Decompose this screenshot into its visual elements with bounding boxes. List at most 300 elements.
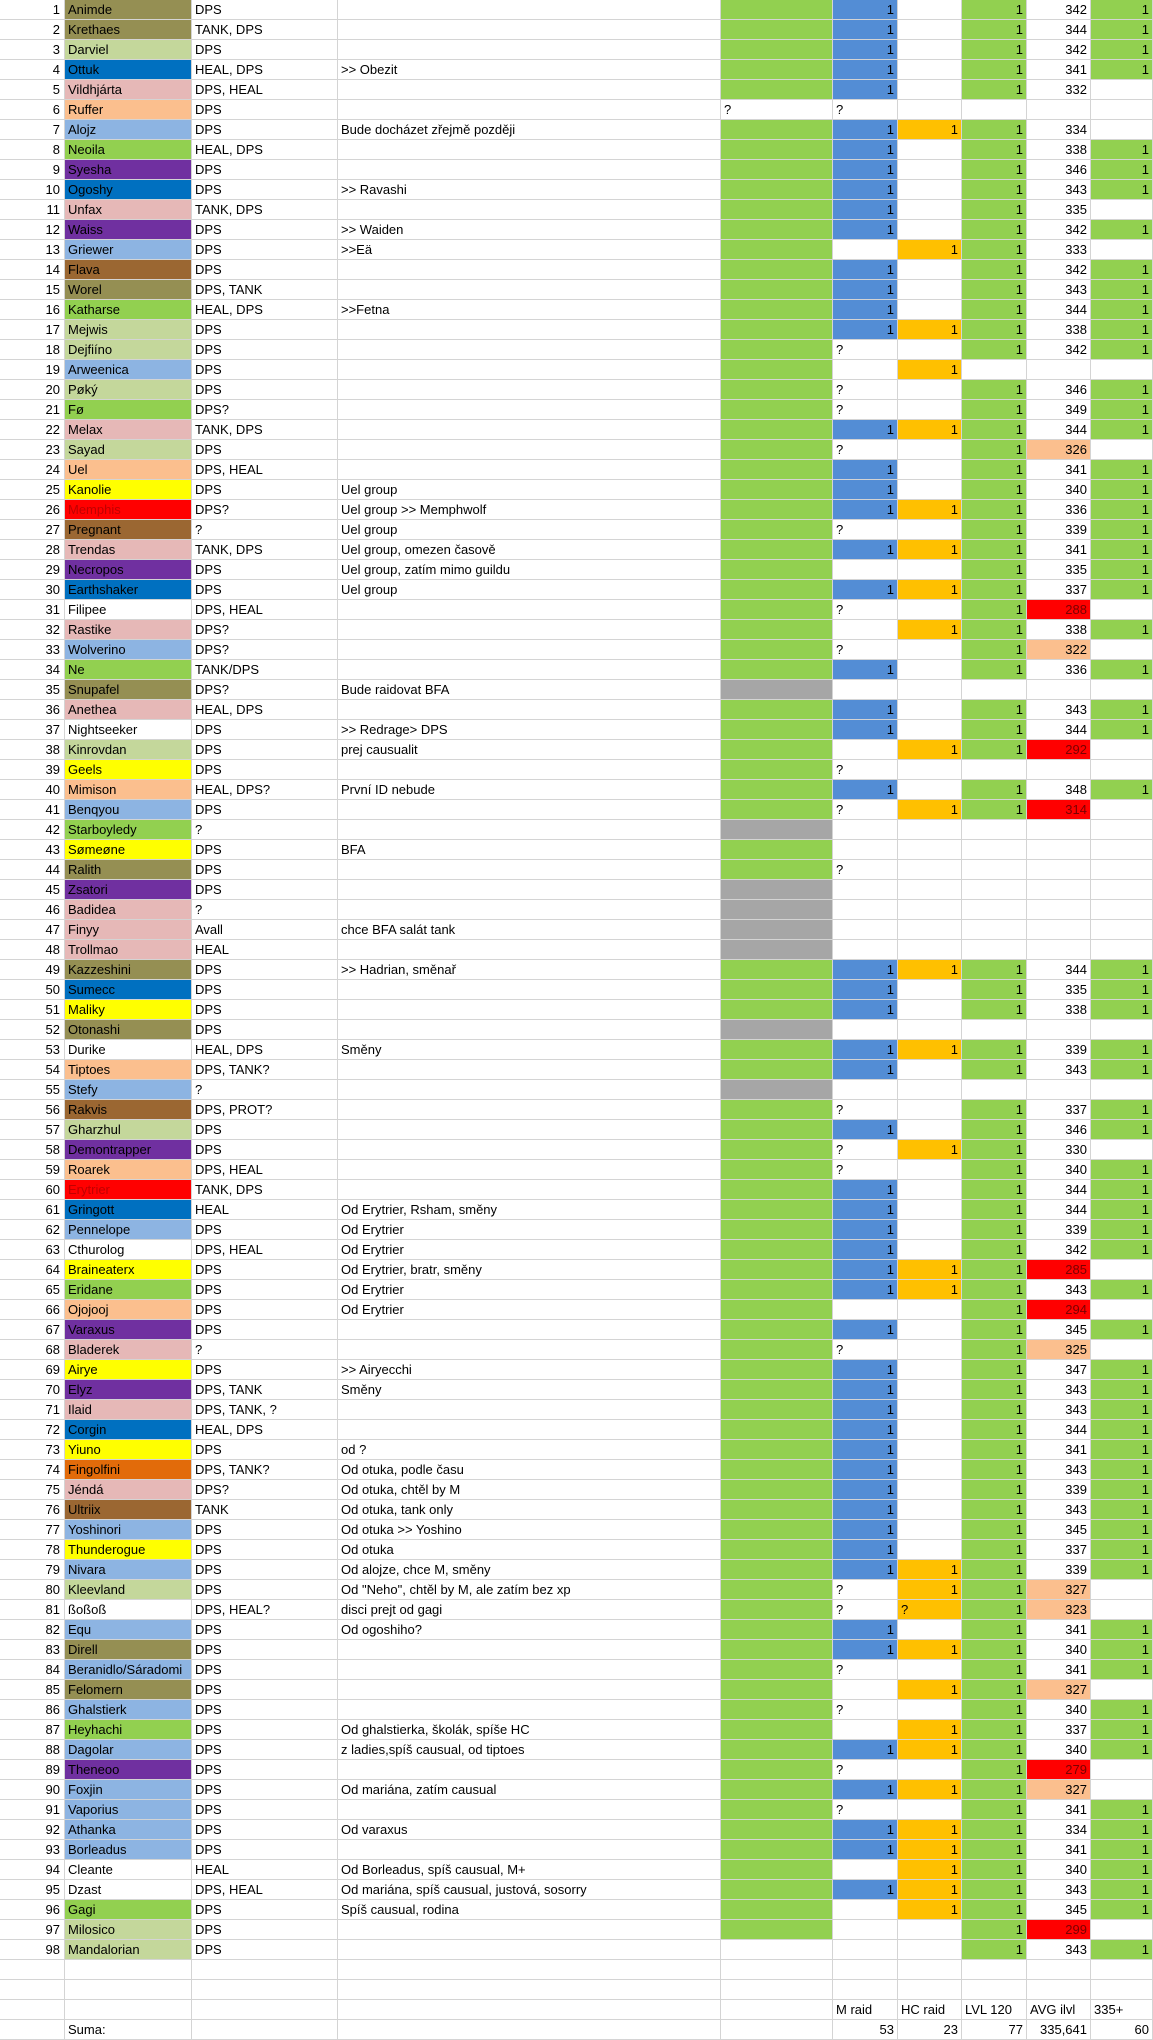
role-cell[interactable]: DPS [192, 340, 338, 360]
row-number[interactable]: 3 [0, 40, 65, 60]
lvl120-cell[interactable]: 1 [962, 1800, 1027, 1820]
note-cell[interactable] [338, 1640, 721, 1660]
guild-status-cell[interactable] [721, 1320, 833, 1340]
role-cell[interactable]: DPS, HEAL [192, 80, 338, 100]
plus335-cell[interactable]: 1 [1091, 660, 1153, 680]
guild-status-cell[interactable] [721, 220, 833, 240]
cell[interactable] [192, 1980, 338, 2000]
avg-ilvl-cell[interactable]: 343 [1027, 180, 1091, 200]
hcraid-cell[interactable] [898, 1440, 962, 1460]
note-cell[interactable]: Směny [338, 1040, 721, 1060]
note-cell[interactable]: >> Obezit [338, 60, 721, 80]
guild-status-cell[interactable] [721, 1260, 833, 1280]
lvl120-cell[interactable]: 1 [962, 1740, 1027, 1760]
row-number[interactable]: 68 [0, 1340, 65, 1360]
plus335-cell[interactable]: 1 [1091, 480, 1153, 500]
note-cell[interactable] [338, 1400, 721, 1420]
character-name-cell[interactable]: Sumecc [65, 980, 192, 1000]
role-cell[interactable]: DPS, TANK, ? [192, 1400, 338, 1420]
character-name-cell[interactable]: Rastike [65, 620, 192, 640]
row-number[interactable]: 71 [0, 1400, 65, 1420]
note-cell[interactable]: Od otuka, podle času [338, 1460, 721, 1480]
character-name-cell[interactable]: Cleante [65, 1860, 192, 1880]
note-cell[interactable]: Od Erytrier [338, 1280, 721, 1300]
mraid-cell[interactable]: 1 [833, 1400, 898, 1420]
role-cell[interactable]: DPS? [192, 640, 338, 660]
role-cell[interactable]: HEAL, DPS [192, 1040, 338, 1060]
hcraid-cell[interactable] [898, 180, 962, 200]
hcraid-cell[interactable] [898, 760, 962, 780]
mraid-cell[interactable] [833, 920, 898, 940]
role-cell[interactable]: TANK, DPS [192, 420, 338, 440]
plus335-cell[interactable] [1091, 1080, 1153, 1100]
character-name-cell[interactable]: Yoshinori [65, 1520, 192, 1540]
plus335-cell[interactable] [1091, 640, 1153, 660]
hcraid-cell[interactable] [898, 80, 962, 100]
note-cell[interactable]: Uel group [338, 580, 721, 600]
guild-status-cell[interactable] [721, 1600, 833, 1620]
avg-ilvl-cell[interactable]: 344 [1027, 300, 1091, 320]
hcraid-cell[interactable] [898, 1200, 962, 1220]
avg-ilvl-cell[interactable]: 323 [1027, 1600, 1091, 1620]
character-name-cell[interactable]: Uel [65, 460, 192, 480]
character-name-cell[interactable]: Waiss [65, 220, 192, 240]
mraid-cell[interactable]: 1 [833, 1320, 898, 1340]
note-cell[interactable] [338, 1680, 721, 1700]
row-number[interactable]: 53 [0, 1040, 65, 1060]
avg-ilvl-cell[interactable]: 344 [1027, 20, 1091, 40]
lvl120-cell[interactable]: 1 [962, 1100, 1027, 1120]
character-name-cell[interactable]: Ghalstierk [65, 1700, 192, 1720]
note-cell[interactable] [338, 320, 721, 340]
note-cell[interactable]: BFA [338, 840, 721, 860]
lvl120-cell[interactable]: 1 [962, 660, 1027, 680]
lvl120-cell[interactable]: 1 [962, 1300, 1027, 1320]
avg-ilvl-cell[interactable]: 342 [1027, 260, 1091, 280]
avg-ilvl-cell[interactable] [1027, 760, 1091, 780]
role-cell[interactable]: DPS [192, 1760, 338, 1780]
lvl120-cell[interactable]: 1 [962, 1420, 1027, 1440]
plus335-cell[interactable] [1091, 200, 1153, 220]
sum-mraid[interactable]: 53 [833, 2020, 898, 2040]
row-number[interactable]: 29 [0, 560, 65, 580]
mraid-cell[interactable]: 1 [833, 700, 898, 720]
guild-status-cell[interactable] [721, 1800, 833, 1820]
cell[interactable] [1091, 1960, 1153, 1980]
hcraid-cell[interactable] [898, 1420, 962, 1440]
row-number[interactable]: 23 [0, 440, 65, 460]
hcraid-cell[interactable] [898, 20, 962, 40]
role-cell[interactable]: HEAL [192, 1860, 338, 1880]
avg-ilvl-cell[interactable]: 279 [1027, 1760, 1091, 1780]
plus335-cell[interactable]: 1 [1091, 1420, 1153, 1440]
character-name-cell[interactable]: Pennelope [65, 1220, 192, 1240]
hcraid-cell[interactable] [898, 720, 962, 740]
row-number[interactable]: 81 [0, 1600, 65, 1620]
cell[interactable] [65, 1960, 192, 1980]
hcraid-cell[interactable] [898, 40, 962, 60]
note-cell[interactable] [338, 1760, 721, 1780]
role-cell[interactable]: DPS [192, 1260, 338, 1280]
header-mraid[interactable]: M raid [833, 2000, 898, 2020]
guild-status-cell[interactable] [721, 1660, 833, 1680]
hcraid-cell[interactable] [898, 1800, 962, 1820]
character-name-cell[interactable]: Gringott [65, 1200, 192, 1220]
note-cell[interactable]: Od ogoshiho? [338, 1620, 721, 1640]
row-number[interactable]: 75 [0, 1480, 65, 1500]
lvl120-cell[interactable]: 1 [962, 1940, 1027, 1960]
character-name-cell[interactable]: Ogoshy [65, 180, 192, 200]
plus335-cell[interactable] [1091, 880, 1153, 900]
character-name-cell[interactable]: Trendas [65, 540, 192, 560]
note-cell[interactable]: Uel group, zatím mimo guildu [338, 560, 721, 580]
note-cell[interactable] [338, 140, 721, 160]
hcraid-cell[interactable] [898, 1340, 962, 1360]
character-name-cell[interactable]: Pregnant [65, 520, 192, 540]
guild-status-cell[interactable] [721, 740, 833, 760]
role-cell[interactable]: HEAL [192, 940, 338, 960]
note-cell[interactable] [338, 1940, 721, 1960]
plus335-cell[interactable]: 1 [1091, 580, 1153, 600]
avg-ilvl-cell[interactable]: 340 [1027, 1860, 1091, 1880]
row-number[interactable]: 32 [0, 620, 65, 640]
plus335-cell[interactable]: 1 [1091, 1320, 1153, 1340]
row-number[interactable]: 55 [0, 1080, 65, 1100]
note-cell[interactable] [338, 880, 721, 900]
hcraid-cell[interactable] [898, 940, 962, 960]
character-name-cell[interactable]: Ultriix [65, 1500, 192, 1520]
hcraid-cell[interactable]: 1 [898, 1280, 962, 1300]
character-name-cell[interactable]: Nivara [65, 1560, 192, 1580]
note-cell[interactable]: Uel group [338, 480, 721, 500]
hcraid-cell[interactable] [898, 1080, 962, 1100]
role-cell[interactable]: DPS [192, 360, 338, 380]
lvl120-cell[interactable]: 1 [962, 700, 1027, 720]
guild-status-cell[interactable] [721, 1160, 833, 1180]
guild-status-cell[interactable] [721, 1520, 833, 1540]
avg-ilvl-cell[interactable]: 341 [1027, 1660, 1091, 1680]
role-cell[interactable]: DPS [192, 440, 338, 460]
role-cell[interactable]: DPS? [192, 500, 338, 520]
hcraid-cell[interactable] [898, 1060, 962, 1080]
note-cell[interactable]: >> Ravashi [338, 180, 721, 200]
note-cell[interactable]: prej causualit [338, 740, 721, 760]
plus335-cell[interactable] [1091, 1340, 1153, 1360]
mraid-cell[interactable]: ? [833, 1800, 898, 1820]
lvl120-cell[interactable]: 1 [962, 1680, 1027, 1700]
lvl120-cell[interactable]: 1 [962, 540, 1027, 560]
note-cell[interactable]: Směny [338, 1380, 721, 1400]
hcraid-cell[interactable]: 1 [898, 540, 962, 560]
lvl120-cell[interactable]: 1 [962, 1140, 1027, 1160]
note-cell[interactable] [338, 700, 721, 720]
cell[interactable] [1027, 1960, 1091, 1980]
note-cell[interactable] [338, 660, 721, 680]
row-number[interactable]: 7 [0, 120, 65, 140]
note-cell[interactable]: >>Fetna [338, 300, 721, 320]
character-name-cell[interactable]: Geels [65, 760, 192, 780]
mraid-cell[interactable]: 1 [833, 1880, 898, 1900]
row-number[interactable]: 6 [0, 100, 65, 120]
lvl120-cell[interactable]: 1 [962, 1880, 1027, 1900]
avg-ilvl-cell[interactable] [1027, 860, 1091, 880]
mraid-cell[interactable]: 1 [833, 1240, 898, 1260]
guild-status-cell[interactable] [721, 1760, 833, 1780]
cell[interactable] [898, 1980, 962, 2000]
role-cell[interactable]: DPS [192, 40, 338, 60]
plus335-cell[interactable] [1091, 900, 1153, 920]
lvl120-cell[interactable]: 1 [962, 740, 1027, 760]
lvl120-cell[interactable] [962, 680, 1027, 700]
guild-status-cell[interactable] [721, 240, 833, 260]
lvl120-cell[interactable]: 1 [962, 1640, 1027, 1660]
lvl120-cell[interactable]: 1 [962, 1620, 1027, 1640]
role-cell[interactable]: DPS [192, 1300, 338, 1320]
hcraid-cell[interactable] [898, 1520, 962, 1540]
avg-ilvl-cell[interactable]: 343 [1027, 1460, 1091, 1480]
header-avg-ilvl[interactable]: AVG ilvl [1027, 2000, 1091, 2020]
mraid-cell[interactable] [833, 680, 898, 700]
note-cell[interactable]: Bude raidovat BFA [338, 680, 721, 700]
lvl120-cell[interactable]: 1 [962, 1480, 1027, 1500]
avg-ilvl-cell[interactable]: 340 [1027, 1640, 1091, 1660]
note-cell[interactable] [338, 860, 721, 880]
mraid-cell[interactable] [833, 1940, 898, 1960]
row-number[interactable]: 93 [0, 1840, 65, 1860]
character-name-cell[interactable]: Snupafel [65, 680, 192, 700]
guild-status-cell[interactable] [721, 160, 833, 180]
character-name-cell[interactable]: Ruffer [65, 100, 192, 120]
row-number[interactable]: 87 [0, 1720, 65, 1740]
guild-status-cell[interactable] [721, 1040, 833, 1060]
role-cell[interactable]: DPS, HEAL [192, 1880, 338, 1900]
plus335-cell[interactable] [1091, 1920, 1153, 1940]
guild-status-cell[interactable] [721, 760, 833, 780]
mraid-cell[interactable]: 1 [833, 660, 898, 680]
note-cell[interactable]: Od otuka >> Yoshino [338, 1520, 721, 1540]
character-name-cell[interactable]: Thunderogue [65, 1540, 192, 1560]
hcraid-cell[interactable]: 1 [898, 1260, 962, 1280]
cell[interactable] [721, 1980, 833, 2000]
hcraid-cell[interactable]: 1 [898, 1720, 962, 1740]
role-cell[interactable]: ? [192, 900, 338, 920]
hcraid-cell[interactable]: 1 [898, 1860, 962, 1880]
hcraid-cell[interactable] [898, 1620, 962, 1640]
avg-ilvl-cell[interactable]: 340 [1027, 1700, 1091, 1720]
avg-ilvl-cell[interactable]: 337 [1027, 1720, 1091, 1740]
avg-ilvl-cell[interactable] [1027, 840, 1091, 860]
lvl120-cell[interactable]: 1 [962, 1360, 1027, 1380]
character-name-cell[interactable]: Finyy [65, 920, 192, 940]
sum-label[interactable]: Suma: [65, 2020, 192, 2040]
plus335-cell[interactable]: 1 [1091, 60, 1153, 80]
character-name-cell[interactable]: Mimison [65, 780, 192, 800]
avg-ilvl-cell[interactable]: 344 [1027, 960, 1091, 980]
plus335-cell[interactable]: 1 [1091, 1720, 1153, 1740]
note-cell[interactable]: disci prejt od gagi [338, 1600, 721, 1620]
header-lvl120[interactable]: LVL 120 [962, 2000, 1027, 2020]
hcraid-cell[interactable]: 1 [898, 960, 962, 980]
guild-status-cell[interactable] [721, 1140, 833, 1160]
note-cell[interactable] [338, 440, 721, 460]
guild-status-cell[interactable] [721, 40, 833, 60]
note-cell[interactable]: Od ghalstierka, školák, spíše HC [338, 1720, 721, 1740]
mraid-cell[interactable] [833, 1720, 898, 1740]
mraid-cell[interactable]: 1 [833, 420, 898, 440]
row-number[interactable]: 25 [0, 480, 65, 500]
lvl120-cell[interactable]: 1 [962, 560, 1027, 580]
guild-status-cell[interactable] [721, 980, 833, 1000]
plus335-cell[interactable]: 1 [1091, 1120, 1153, 1140]
avg-ilvl-cell[interactable]: 343 [1027, 1060, 1091, 1080]
avg-ilvl-cell[interactable]: 337 [1027, 1100, 1091, 1120]
row-number[interactable]: 48 [0, 940, 65, 960]
hcraid-cell[interactable] [898, 880, 962, 900]
character-name-cell[interactable]: Sømeøne [65, 840, 192, 860]
role-cell[interactable]: DPS [192, 1840, 338, 1860]
guild-status-cell[interactable] [721, 1360, 833, 1380]
avg-ilvl-cell[interactable]: 339 [1027, 1480, 1091, 1500]
guild-status-cell[interactable] [721, 1560, 833, 1580]
avg-ilvl-cell[interactable]: 343 [1027, 1500, 1091, 1520]
avg-ilvl-cell[interactable]: 343 [1027, 1380, 1091, 1400]
plus335-cell[interactable]: 1 [1091, 280, 1153, 300]
guild-status-cell[interactable] [721, 520, 833, 540]
row-number[interactable]: 74 [0, 1460, 65, 1480]
mraid-cell[interactable] [833, 1300, 898, 1320]
plus335-cell[interactable] [1091, 1260, 1153, 1280]
lvl120-cell[interactable]: 1 [962, 220, 1027, 240]
row-number[interactable]: 92 [0, 1820, 65, 1840]
row-number[interactable]: 58 [0, 1140, 65, 1160]
plus335-cell[interactable]: 1 [1091, 1460, 1153, 1480]
row-number[interactable]: 42 [0, 820, 65, 840]
avg-ilvl-cell[interactable]: 314 [1027, 800, 1091, 820]
role-cell[interactable]: ? [192, 1340, 338, 1360]
plus335-cell[interactable]: 1 [1091, 300, 1153, 320]
row-number[interactable]: 82 [0, 1620, 65, 1640]
note-cell[interactable] [338, 1800, 721, 1820]
row-number[interactable]: 80 [0, 1580, 65, 1600]
lvl120-cell[interactable]: 1 [962, 1040, 1027, 1060]
note-cell[interactable]: >> Hadrian, směnař [338, 960, 721, 980]
character-name-cell[interactable]: Neoila [65, 140, 192, 160]
hcraid-cell[interactable] [898, 440, 962, 460]
role-cell[interactable]: HEAL, DPS [192, 700, 338, 720]
lvl120-cell[interactable]: 1 [962, 420, 1027, 440]
character-name-cell[interactable]: Kinrovdan [65, 740, 192, 760]
row-number[interactable]: 79 [0, 1560, 65, 1580]
guild-status-cell[interactable] [721, 820, 833, 840]
lvl120-cell[interactable]: 1 [962, 1600, 1027, 1620]
hcraid-cell[interactable]: 1 [898, 1140, 962, 1160]
avg-ilvl-cell[interactable]: 288 [1027, 600, 1091, 620]
lvl120-cell[interactable]: 1 [962, 1460, 1027, 1480]
guild-status-cell[interactable] [721, 960, 833, 980]
note-cell[interactable] [338, 400, 721, 420]
mraid-cell[interactable]: 1 [833, 1220, 898, 1240]
note-cell[interactable] [338, 460, 721, 480]
lvl120-cell[interactable] [962, 100, 1027, 120]
guild-status-cell[interactable] [721, 1120, 833, 1140]
role-cell[interactable]: HEAL, DPS [192, 60, 338, 80]
sum-avg-ilvl[interactable]: 335,641 [1027, 2020, 1091, 2040]
lvl120-cell[interactable]: 1 [962, 640, 1027, 660]
avg-ilvl-cell[interactable]: 327 [1027, 1780, 1091, 1800]
mraid-cell[interactable]: 1 [833, 1440, 898, 1460]
character-name-cell[interactable]: Mandalorian [65, 1940, 192, 1960]
character-name-cell[interactable]: ßoßoß [65, 1600, 192, 1620]
row-number[interactable]: 27 [0, 520, 65, 540]
character-name-cell[interactable]: Memphis [65, 500, 192, 520]
hcraid-cell[interactable]: 1 [898, 360, 962, 380]
avg-ilvl-cell[interactable] [1027, 820, 1091, 840]
character-name-cell[interactable]: Rakvis [65, 1100, 192, 1120]
role-cell[interactable]: DPS [192, 720, 338, 740]
role-cell[interactable]: DPS [192, 1740, 338, 1760]
row-number[interactable]: 85 [0, 1680, 65, 1700]
role-cell[interactable]: TANK, DPS [192, 1180, 338, 1200]
cell[interactable] [65, 1980, 192, 2000]
row-number[interactable]: 28 [0, 540, 65, 560]
guild-status-cell[interactable] [721, 1820, 833, 1840]
cell[interactable] [192, 2000, 338, 2020]
guild-status-cell[interactable] [721, 1540, 833, 1560]
hcraid-cell[interactable]: 1 [898, 1840, 962, 1860]
row-number[interactable]: 37 [0, 720, 65, 740]
role-cell[interactable]: DPS [192, 1820, 338, 1840]
character-name-cell[interactable]: Kanolie [65, 480, 192, 500]
note-cell[interactable] [338, 800, 721, 820]
avg-ilvl-cell[interactable]: 339 [1027, 1220, 1091, 1240]
row-number[interactable]: 57 [0, 1120, 65, 1140]
plus335-cell[interactable] [1091, 240, 1153, 260]
role-cell[interactable]: DPS [192, 1900, 338, 1920]
guild-status-cell[interactable] [721, 1440, 833, 1460]
hcraid-cell[interactable]: 1 [898, 1580, 962, 1600]
hcraid-cell[interactable] [898, 480, 962, 500]
hcraid-cell[interactable] [898, 1000, 962, 1020]
plus335-cell[interactable]: 1 [1091, 1540, 1153, 1560]
guild-status-cell[interactable] [721, 1020, 833, 1040]
guild-status-cell[interactable] [721, 280, 833, 300]
mraid-cell[interactable] [833, 840, 898, 860]
note-cell[interactable] [338, 20, 721, 40]
note-cell[interactable] [338, 980, 721, 1000]
row-number[interactable]: 61 [0, 1200, 65, 1220]
row-number[interactable]: 69 [0, 1360, 65, 1380]
mraid-cell[interactable]: 1 [833, 80, 898, 100]
lvl120-cell[interactable]: 1 [962, 80, 1027, 100]
role-cell[interactable]: HEAL, DPS [192, 1420, 338, 1440]
plus335-cell[interactable]: 1 [1091, 340, 1153, 360]
hcraid-cell[interactable] [898, 1100, 962, 1120]
lvl120-cell[interactable]: 1 [962, 460, 1027, 480]
row-number[interactable]: 11 [0, 200, 65, 220]
avg-ilvl-cell[interactable]: 322 [1027, 640, 1091, 660]
lvl120-cell[interactable]: 1 [962, 260, 1027, 280]
hcraid-cell[interactable] [898, 1760, 962, 1780]
hcraid-cell[interactable] [898, 1480, 962, 1500]
plus335-cell[interactable] [1091, 1580, 1153, 1600]
plus335-cell[interactable] [1091, 120, 1153, 140]
mraid-cell[interactable]: 1 [833, 320, 898, 340]
plus335-cell[interactable] [1091, 440, 1153, 460]
note-cell[interactable]: >> Redrage> DPS [338, 720, 721, 740]
character-name-cell[interactable]: Foxjin [65, 1780, 192, 1800]
character-name-cell[interactable]: Darviel [65, 40, 192, 60]
guild-status-cell[interactable] [721, 540, 833, 560]
